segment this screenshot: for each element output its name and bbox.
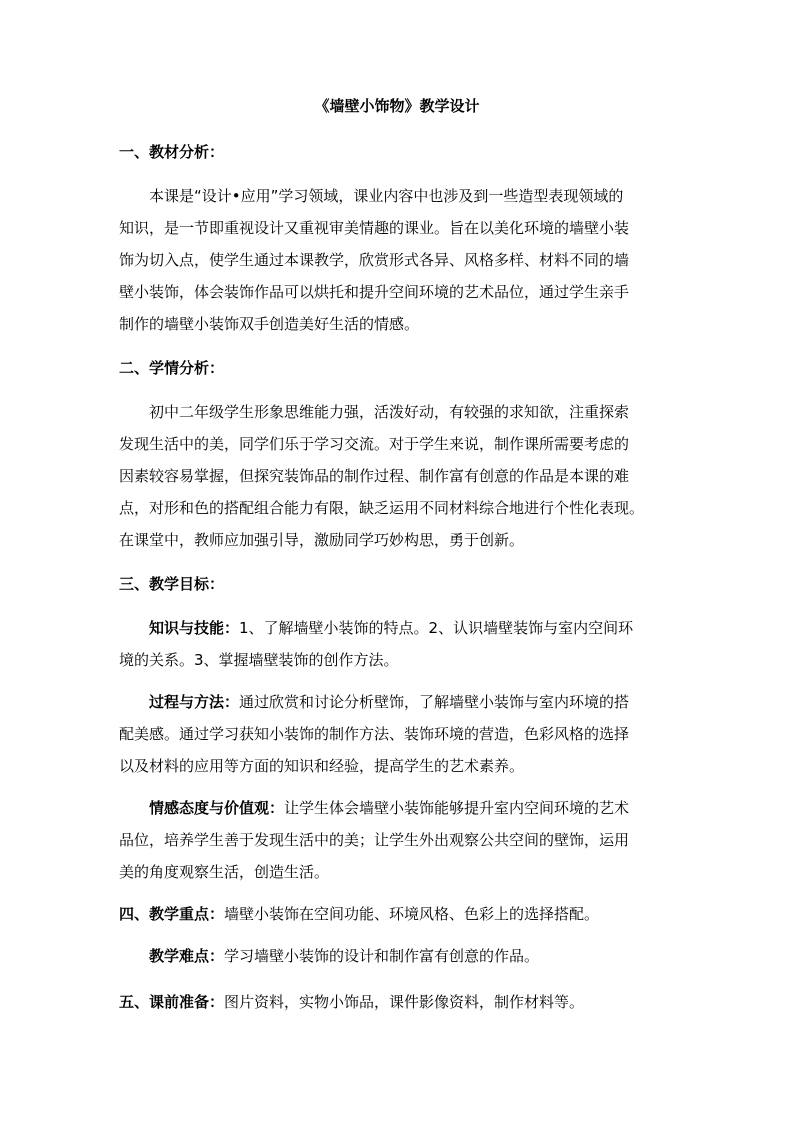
paragraph-line: 境的关系。3、掌握墙壁装饰的创作方法。 [119, 651, 399, 669]
paragraph-line: 饰为切入点，使学生通过本课教学，欣赏形式各异、风格多样、材料不同的墙 [119, 251, 630, 269]
objective-text: 通过欣赏和讨论分析壁饰，了解墙壁小装饰与室内环境的搭 [239, 693, 630, 711]
section-heading-teaching-objectives: 三、教学目标： [119, 575, 225, 593]
section-heading-teaching-focus: 四、教学重点： [119, 905, 225, 923]
paragraph-line: 壁小装饰，体会装饰作品可以烘托和提升空间环境的艺术品位，通过学生亲手 [119, 283, 630, 301]
paragraph-line: 发现生活中的美，同学们乐于学习交流。对于学生来说，制作课所需要考虑的 [119, 435, 630, 453]
section-heading-learner-analysis: 二、学情分析： [119, 359, 225, 377]
paragraph-line: 配美感。通过学习获知小装饰的制作方法、装饰环境的营造，色彩风格的选择 [119, 725, 630, 743]
section-text: 墙壁小装饰在空间功能、环境风格、色彩上的选择搭配。 [224, 905, 600, 923]
objective-text: 1、了解墙壁小装饰的特点。2、认识墙壁装饰与室内空间环 [239, 619, 634, 637]
section-heading-textbook-analysis: 一、教材分析： [119, 143, 225, 161]
paragraph-line: 以及材料的应用等方面的知识和经验，提高学生的艺术素养。 [119, 757, 525, 775]
objective-knowledge-line [149, 618, 633, 638]
paragraph-line: 品位，培养学生善于发现生活中的美；让学生外出观察公共空间的壁饰，运用 [119, 831, 630, 849]
paragraph-line: 美的角度观察生活，创造生活。 [119, 863, 330, 881]
section-teaching-focus [119, 904, 599, 924]
paragraph-line: 制作的墙壁小装饰双手创造美好生活的情感。 [119, 315, 420, 333]
paragraph-line: 初中二年级学生形象思维能力强，活泼好动，有较强的求知欲，注重探索 [149, 403, 630, 421]
section-heading-preparation: 五、课前准备： [119, 993, 225, 1011]
paragraph-line: 点，对形和色的搭配组合能力有限，缺乏运用不同材料综合地进行个性化表现。 [119, 499, 645, 517]
paragraph-line: 在课堂中，教师应加强引导，激励同学巧妙构思，勇于创新。 [119, 531, 525, 549]
objective-text: 让学生体会墙壁小装饰能够提升室内空间环境的艺术 [284, 799, 630, 817]
section-preparation [119, 992, 584, 1012]
teaching-difficulty-line [149, 946, 539, 966]
difficulty-label: 教学难点： [149, 947, 225, 965]
objective-process-line [149, 692, 629, 712]
paragraph-line: 知识，是一节即重视设计又重视审美情趣的课业。旨在以美化环境的墙壁小装 [119, 219, 630, 237]
difficulty-text: 学习墙壁小装饰的设计和制作富有创意的作品。 [224, 947, 540, 965]
section-text: 图片资料，实物小饰品，课件影像资料，制作材料等。 [224, 993, 585, 1011]
objective-label: 过程与方法： [149, 693, 240, 711]
document-title: 《墙壁小饰物》教学设计 [314, 97, 480, 115]
objective-label: 情感态度与价值观： [149, 799, 285, 817]
objective-label: 知识与技能： [149, 619, 240, 637]
paragraph-line: 因素较容易掌握，但探究装饰品的制作过程、制作富有创意的作品是本课的难 [119, 467, 630, 485]
paragraph-line: 本课是“设计•应用”学习领域，课业内容中也涉及到一些造型表现领域的 [149, 187, 624, 205]
objective-emotion-line [149, 798, 629, 818]
